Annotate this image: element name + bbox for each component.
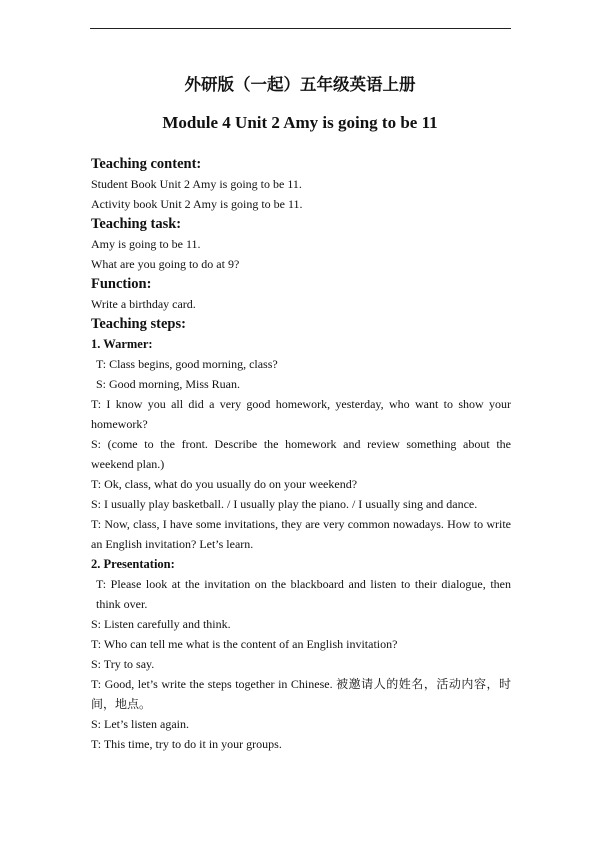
- dialogue-line: T: Please look at the invitation on the blackboard and listen to their dialogue, then think over.: [96, 577, 511, 611]
- dialogue-line: S: Let’s listen again.: [91, 717, 189, 731]
- top-rule: [90, 28, 511, 29]
- document-title-english: Module 4 Unit 2 Amy is going to be 11: [162, 113, 438, 132]
- dialogue-line: T: I know you all did a very good homework, yesterday, who want to show your homework?: [91, 397, 511, 431]
- content-line: Activity book Unit 2 Amy is going to be 11.: [91, 197, 303, 211]
- dialogue-line: T: Ok, class, what do you usually do on your weekend?: [91, 477, 358, 491]
- dialogue-line: T: Now, class, I have some invitations, they are very common nowadays. How to write an English invitation? Let’s learn.: [91, 517, 511, 551]
- teaching-steps-heading: Teaching steps:: [91, 316, 186, 332]
- dialogue-line: T: Class begins, good morning, class?: [96, 357, 278, 371]
- dialogue-line: T: Good, let’s write the steps together in Chinese. 被邀请人的姓名，活动内容，时间，地点。: [91, 677, 511, 711]
- dialogue-line: S: Try to say.: [91, 657, 155, 671]
- function-heading: Function:: [91, 276, 152, 292]
- warmer-heading: 1. Warmer:: [91, 337, 153, 351]
- content-line: Student Book Unit 2 Amy is going to be 11.: [91, 177, 302, 191]
- task-line: Amy is going to be 11.: [91, 237, 201, 251]
- function-line: Write a birthday card.: [91, 297, 196, 311]
- teaching-task-heading: Teaching task:: [91, 216, 182, 232]
- dialogue-line: S: I usually play basketball. / I usually play the piano. / I usually sing and dance.: [91, 497, 478, 511]
- teaching-content-heading: Teaching content:: [91, 156, 202, 172]
- dialogue-line: S: Good morning, Miss Ruan.: [96, 377, 241, 391]
- presentation-heading: 2. Presentation:: [91, 557, 175, 571]
- dialogue-line: T: This time, try to do it in your groups.: [91, 737, 282, 751]
- dialogue-line: T: Who can tell me what is the content of an English invitation?: [91, 637, 398, 651]
- dialogue-line: S: Listen carefully and think.: [91, 617, 231, 631]
- dialogue-line: S: (come to the front. Describe the homework and review something about the weekend plan.): [91, 437, 511, 471]
- document-title-chinese: 外研版（一起）五年级英语上册: [184, 75, 416, 94]
- task-line: What are you going to do at 9?: [91, 257, 240, 271]
- document-body: [91, 154, 511, 754]
